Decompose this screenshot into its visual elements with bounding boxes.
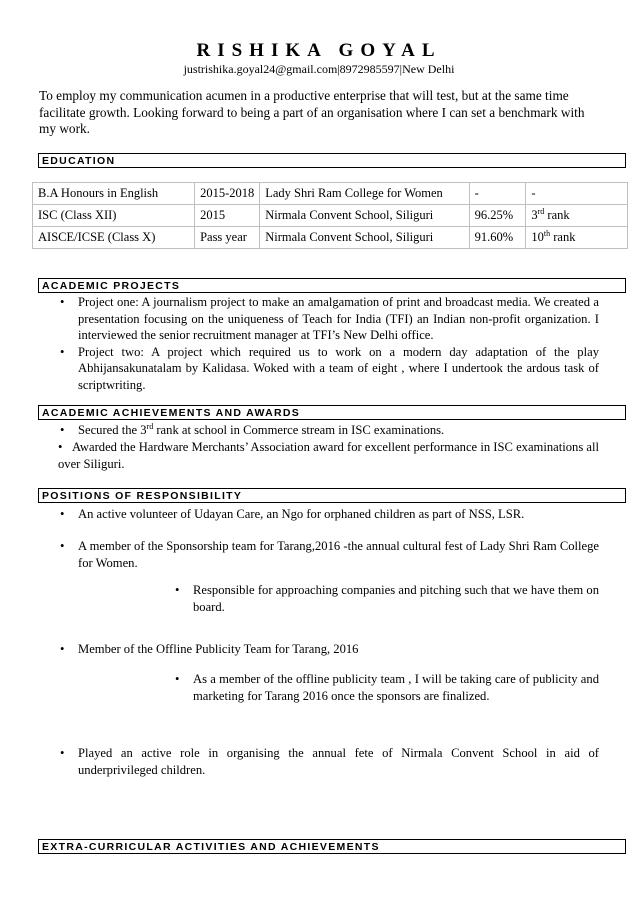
position-text: An active volunteer of Udayan Care, an Ngo for orphaned children as part of NSS, LSR.	[78, 507, 525, 521]
year-cell: Pass year	[195, 227, 260, 249]
position-text: Played an active role in organising the annual fete of Nirmala Convent School in aid of underprivileged children.	[78, 746, 599, 777]
score-cell: -	[469, 183, 526, 205]
position-text: Member of the Offline Publicity Team for Tarang, 2016	[78, 642, 359, 656]
list-item	[38, 294, 599, 344]
score-cell: 91.60%	[469, 227, 526, 249]
positions-list-3	[38, 641, 599, 658]
achievement-pre: Secured the 3	[78, 423, 147, 437]
achievement-sup: rd	[146, 421, 154, 431]
rank-suffix: rd	[537, 206, 545, 216]
positions-list-2	[38, 538, 599, 571]
rank-cell	[526, 183, 628, 205]
achievement-post: rank at school in Commerce stream in ISC examinations.	[153, 423, 445, 437]
list-item	[153, 582, 599, 615]
section-title: EDUCATION	[42, 155, 116, 167]
school-cell: Lady Shri Ram College for Women	[260, 183, 469, 205]
score-cell: 96.25%	[469, 205, 526, 227]
rank-cell	[526, 205, 628, 227]
bullet-icon: •	[58, 440, 63, 454]
course-cell: B.A Honours in English	[33, 183, 195, 205]
bullet-icon: •	[60, 507, 65, 521]
school-cell: Nirmala Convent School, Siliguri	[260, 205, 469, 227]
table-row	[33, 183, 628, 205]
bullet-icon: •	[60, 642, 65, 656]
section-title: ACADEMIC ACHIEVEMENTS AND AWARDS	[42, 407, 301, 419]
list-item	[38, 506, 599, 523]
project-text: Project one: A journalism project to make an amalgamation of print and broadcast media. We created a presentation focusing on the uniqueness of Teach for India (TFI) an Indian non-profit organization. I interviewed the senior recruitment manager at TFI’s New Delhi office.	[78, 295, 599, 342]
rank-number: -	[531, 186, 536, 200]
course-cell: ISC (Class XII)	[33, 205, 195, 227]
section-positions-header	[38, 488, 626, 503]
rank-suffix: th	[543, 228, 551, 238]
objective-paragraph: To employ my communication acumen in a productive enterprise that will test, but at the same time facilitate growth. Looking forward to being a part of an organisation where I can set a benchmark with my work.	[39, 88, 585, 136]
rank-label: rank	[550, 230, 576, 244]
bullet-icon: •	[60, 423, 65, 437]
section-extracurricular-header	[38, 839, 626, 854]
year-cell: 2015-2018	[195, 183, 260, 205]
candidate-name: RISHIKA GOYAL	[196, 40, 442, 61]
list-item	[38, 641, 599, 658]
rank-cell	[526, 227, 628, 249]
table-row	[33, 205, 628, 227]
contact-line: justrishika.goyal24@gmail.com|8972985597|New Delhi	[183, 62, 455, 76]
position-subtext: As a member of the offline publicity team , I will be taking care of publicity and marketing for Tarang 2016 once the sponsors are finalized.	[193, 672, 599, 703]
achievement-text: Awarded the Hardware Merchants’ Association award for excellent performance in ISC examinations all over Siliguri.	[58, 440, 599, 471]
section-title: EXTRA-CURRICULAR ACTIVITIES AND ACHIEVEMENTS	[42, 841, 380, 853]
section-title: ACADEMIC PROJECTS	[42, 280, 181, 292]
achievement-item-2	[58, 439, 599, 472]
projects-list	[38, 294, 599, 393]
list-item	[38, 344, 599, 394]
bullet-icon: •	[175, 672, 180, 686]
position-text: A member of the Sponsorship team for Tarang,2016 -the annual cultural fest of Lady Shri Ram College for Women.	[78, 539, 599, 570]
bullet-icon: •	[60, 539, 65, 553]
bullet-icon: •	[60, 295, 65, 309]
position-subtext: Responsible for approaching companies and pitching such that we have them on board.	[193, 583, 599, 614]
positions-list-1	[38, 506, 599, 523]
section-achievements-header	[38, 405, 626, 420]
list-item	[38, 422, 599, 439]
list-item	[38, 745, 599, 778]
rank-number: 10	[531, 230, 544, 244]
rank-number: 3	[531, 208, 538, 222]
project-text: Project two: A project which required us to work on a modern day adaptation of the play Abhijansakunatalam by Kalidasa. Woked with a team of eight , where I undertook the ardous task of scriptwriting.	[78, 344, 599, 392]
positions-sublist-2	[153, 582, 599, 615]
school-cell: Nirmala Convent School, Siliguri	[260, 227, 469, 249]
course-cell: AISCE/ICSE (Class X)	[33, 227, 195, 249]
positions-sublist-3	[153, 671, 599, 704]
bullet-icon: •	[175, 583, 180, 597]
year-cell: 2015	[195, 205, 260, 227]
section-projects-header	[38, 278, 626, 293]
achievements-list	[38, 422, 599, 439]
list-item	[153, 671, 599, 704]
table-row	[33, 227, 628, 249]
list-item	[38, 538, 599, 571]
rank-label: rank	[544, 208, 570, 222]
positions-list-4	[38, 745, 599, 778]
bullet-icon: •	[60, 746, 65, 760]
section-title: POSITIONS OF RESPONSIBILITY	[42, 490, 243, 502]
section-education-header	[38, 153, 626, 168]
bullet-icon: •	[60, 344, 65, 359]
education-table	[32, 182, 628, 249]
